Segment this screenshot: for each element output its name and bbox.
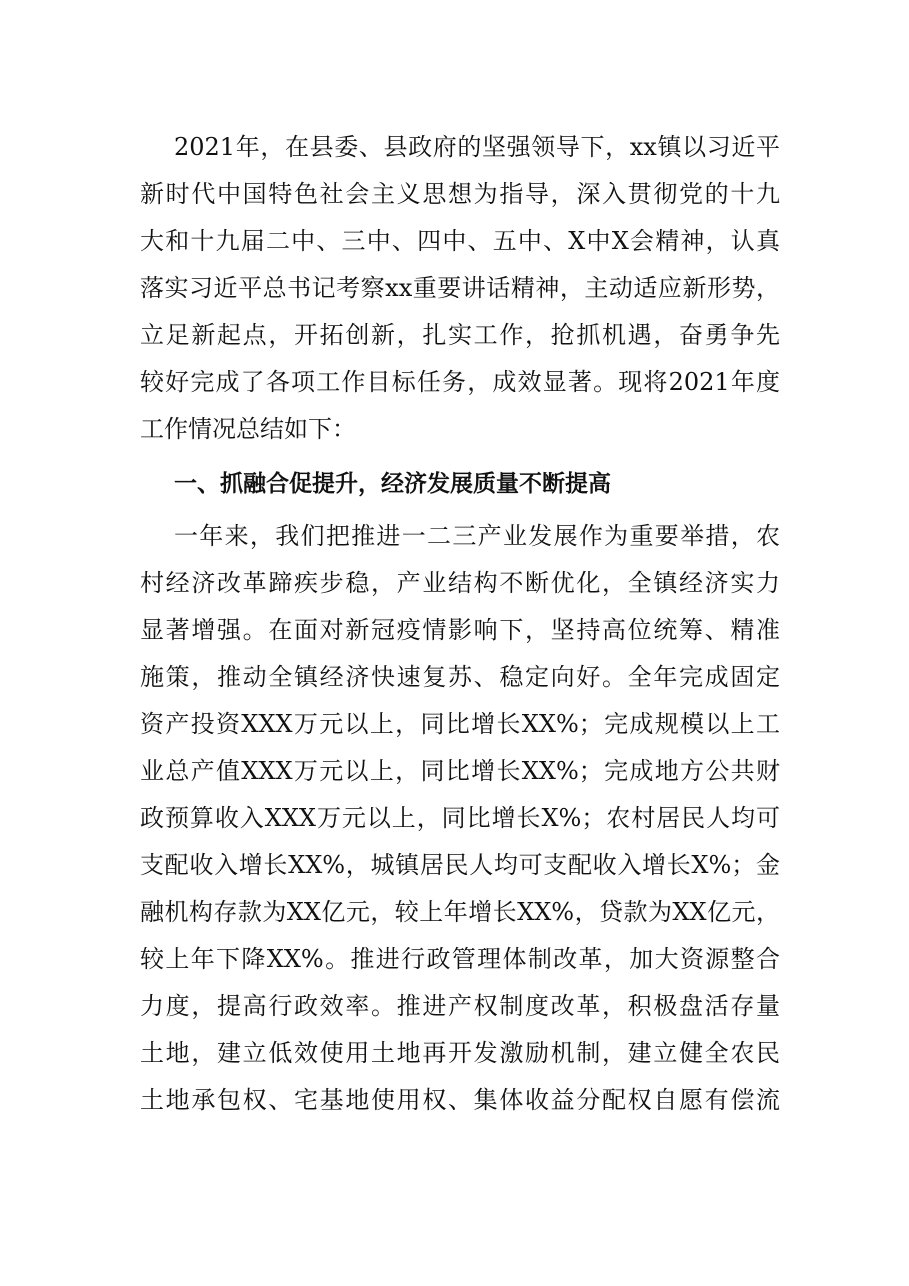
paragraph-line: 土地承包权、宅基地使用权、集体收益分配权自愿有偿流 xyxy=(140,1086,780,1114)
paragraph-line: 土地，建立低效使用土地再开发激励机制，建立健全农民 xyxy=(140,1039,780,1067)
paragraph-line: 工作情况总结如下： xyxy=(140,415,356,443)
paragraph-line: 施策，推动全镇经济快速复苏、稳定向好。全年完成固定 xyxy=(140,663,780,691)
paragraph-intro xyxy=(140,124,780,453)
paragraph-line: 大和十九届二中、三中、四中、五中、X中X会精神，认真 xyxy=(140,227,780,255)
paragraph-line: 一年来，我们把推进一二三产业发展作为重要举措，农 xyxy=(174,522,780,550)
paragraph-line: 融机构存款为XX亿元，较上年增长XX%，贷款为XX亿元， xyxy=(140,898,780,926)
paragraph-line: 新时代中国特色社会主义思想为指导，深入贯彻党的十九 xyxy=(140,180,780,208)
paragraph-line: 较好完成了各项工作目标任务，成效显著。现将2021年度 xyxy=(140,368,780,396)
paragraph-line: 2021年，在县委、县政府的坚强领导下，xx镇以习近平 xyxy=(174,133,780,161)
section-heading xyxy=(140,455,780,513)
paragraph-line: 政预算收入XXX万元以上，同比增长X%；农村居民人均可 xyxy=(140,804,780,832)
paragraph-line: 立足新起点，开拓创新，扎实工作，抢抓机遇，奋勇争先 xyxy=(140,321,780,349)
section-heading-text: 一、抓融合促提升，经济发展质量不断提高 xyxy=(174,471,611,497)
paragraph-economy xyxy=(140,513,780,1124)
paragraph-line: 业总产值XXX万元以上，同比增长XX%；完成地方公共财 xyxy=(140,757,780,785)
paragraph-line: 显著增强。在面对新冠疫情影响下，坚持高位统筹、精准 xyxy=(140,616,780,644)
paragraph-line: 资产投资XXX万元以上，同比增长XX%；完成规模以上工 xyxy=(140,710,780,738)
paragraph-line: 较上年下降XX%。推进行政管理体制改革，加大资源整合 xyxy=(140,945,780,973)
paragraph-line: 支配收入增长XX%，城镇居民人均可支配收入增长X%；金 xyxy=(140,851,780,879)
paragraph-line: 力度，提高行政效率。推进产权制度改革，积极盘活存量 xyxy=(140,992,780,1020)
paragraph-line: 村经济改革蹄疾步稳，产业结构不断优化，全镇经济实力 xyxy=(140,569,780,597)
paragraph-line: 落实习近平总书记考察xx重要讲话精神，主动适应新形势， xyxy=(140,274,780,302)
